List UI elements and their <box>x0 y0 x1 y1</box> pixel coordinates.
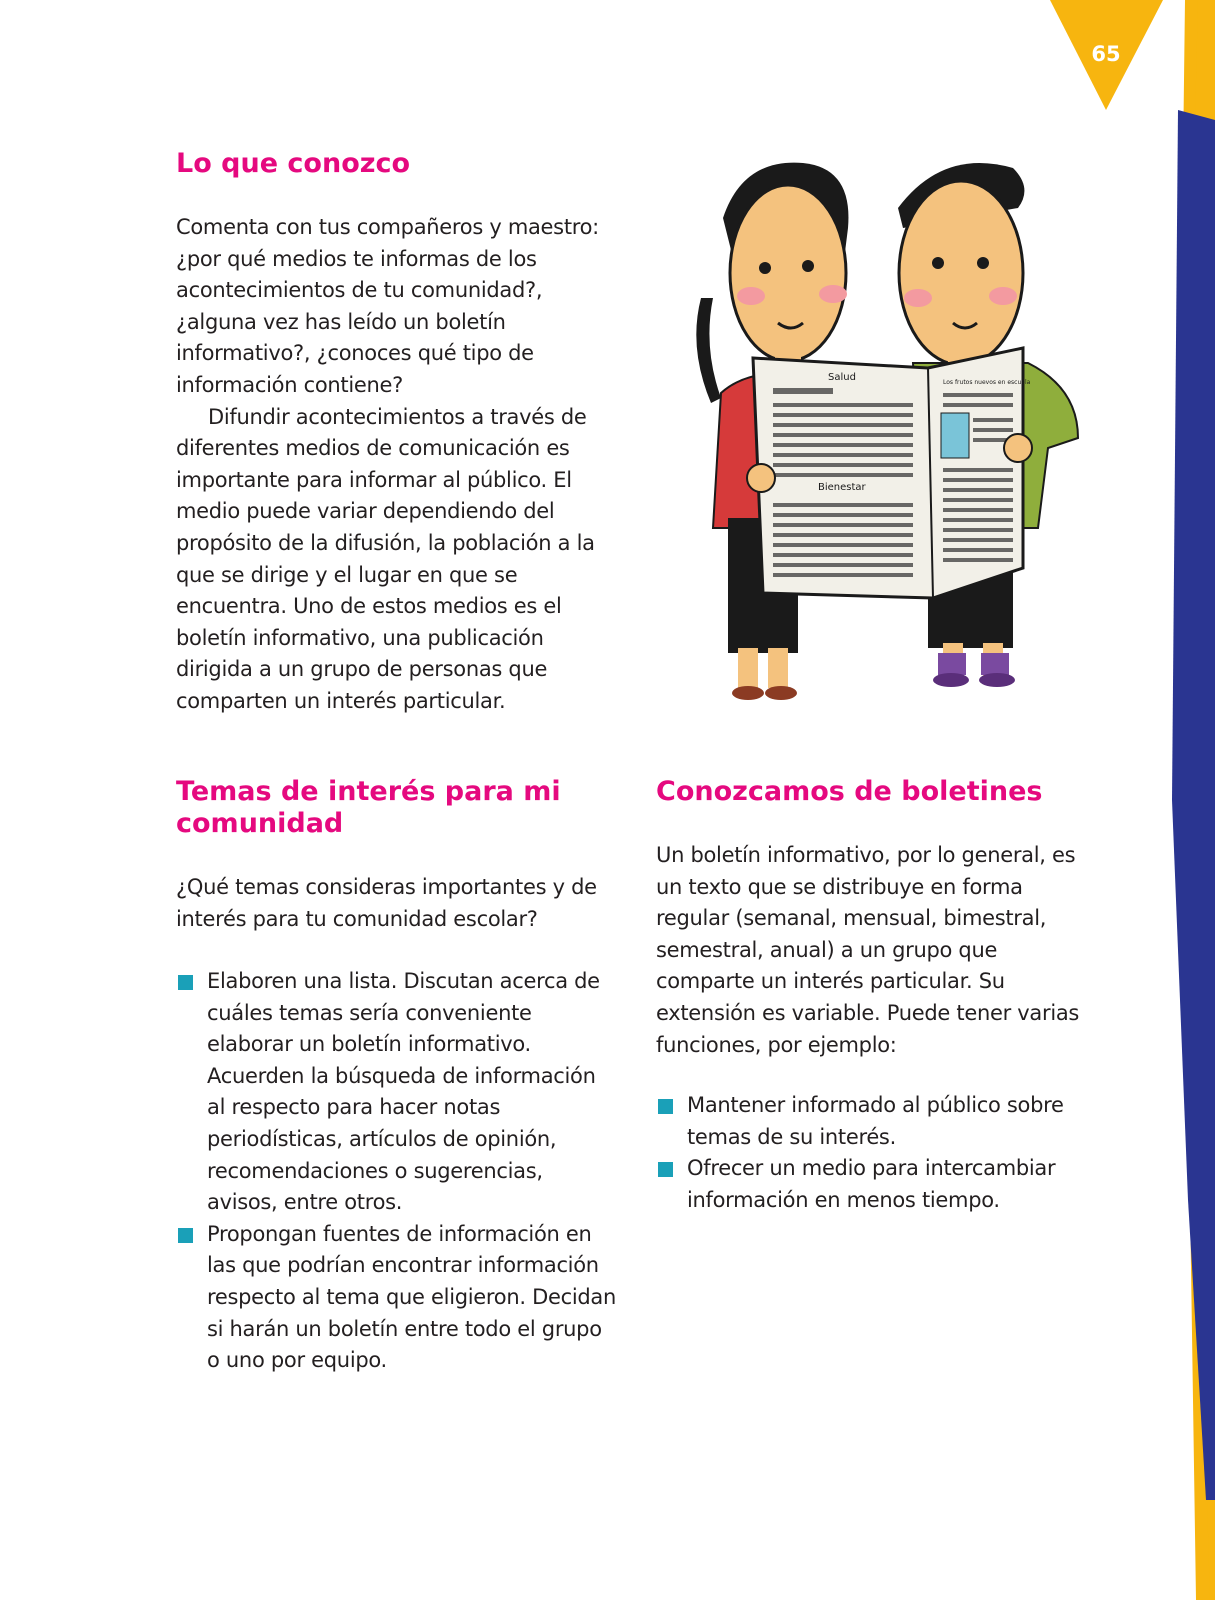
difundir-paragraph: Difundir acontecimientos a través de diferentes medios de comunicación es importante para informar al público. El medio puede variar dependiendo del propósito de la difusión, la población a la que se dirige y el lugar en que se encuentra. Uno de estos medios es el boletín informativo, una publicación dirigida a un grupo de personas que comparten un interés particular. <box>176 404 595 713</box>
heading-lo-que-conozco: Lo que conozco <box>176 148 411 179</box>
bullet-square-icon <box>658 1099 673 1114</box>
newspaper-left-heading: Salud <box>828 372 856 383</box>
lo-que-conozco-text <box>176 212 616 718</box>
heading-conozcamos-de-boletines: Conozcamos de boletines <box>656 776 1043 807</box>
girl-hand <box>747 464 775 492</box>
list-item: Ofrecer un medio para intercambiar información en menos tiempo. <box>658 1153 1090 1216</box>
newspaper-right-heading: Los frutos nuevos en escuela <box>943 379 1031 386</box>
conozcamos-bullet-list <box>658 1090 1090 1216</box>
page-number: 65 <box>1091 42 1121 66</box>
temas-question: ¿Qué temas consideras importantes y de interés para tu comunidad escolar? <box>176 875 597 931</box>
list-item: Mantener informado al público sobre temas de su interés. <box>658 1090 1090 1153</box>
boy-hand <box>1004 434 1032 462</box>
list-item: Elaboren una lista. Discutan acerca de cuáles temas sería conveniente elaborar un boletín informativo. Acuerden la búsqueda de información al respecto para hacer notas periodísticas, artículos de opinión, recomendaciones o sugerencias, avisos, entre otros. <box>178 966 618 1219</box>
intro-paragraph: Comenta con tus compañeros y maestro: ¿por qué medios te informas de los acontecimientos de tu comunidad?, ¿alguna vez has leído un boletín informativo?, ¿conoces qué tipo de información contiene? <box>176 215 599 397</box>
bullet-square-icon <box>658 1162 673 1177</box>
bullet-square-icon <box>178 975 193 990</box>
list-item: Propongan fuentes de información en las que podrían encontrar información respecto al tema que eligieron. Decidan si harán un boletín entre todo el grupo o uno por equipo. <box>178 1219 618 1377</box>
conozcamos-paragraph: Un boletín informativo, por lo general, es un texto que se distribuye en forma regular (semanal, mensual, bimestral, semestral, anual) a un grupo que comparte un interés particular. Su extensión es variable. Puede tener varias funciones, por ejemplo: <box>656 843 1080 1057</box>
newspaper-bottom-heading: Bienestar <box>818 482 866 493</box>
newspaper <box>753 348 1031 598</box>
bullet-square-icon <box>178 1228 193 1243</box>
edge-blue-band <box>1172 110 1215 1500</box>
temas-bullet-list <box>178 966 618 1377</box>
children-reading-newspaper-illustration <box>683 148 1103 718</box>
heading-temas-de-interes: Temas de interés para mi comunidad <box>176 776 561 839</box>
